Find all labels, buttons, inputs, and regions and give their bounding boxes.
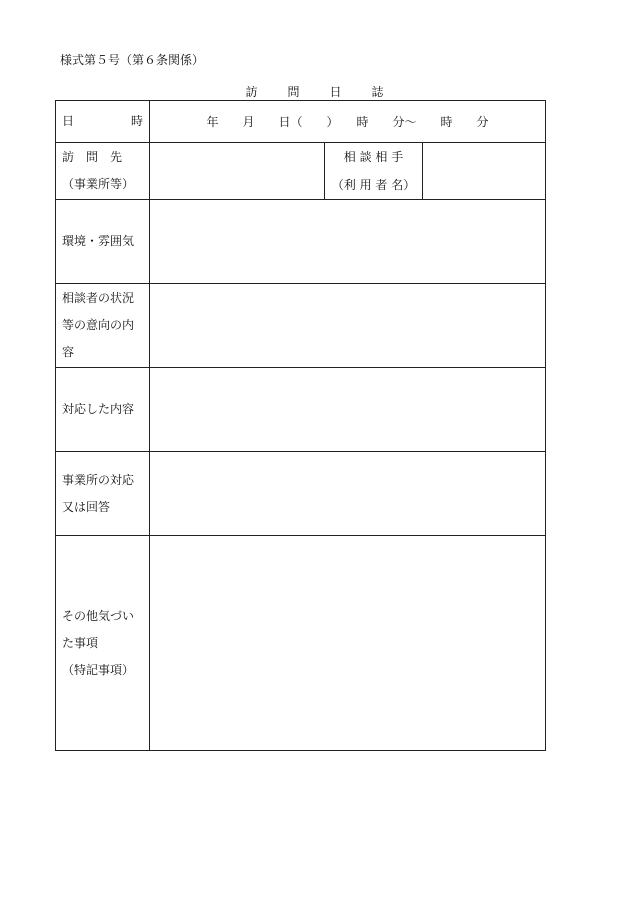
label-other-line3: （特記事項）: [62, 662, 135, 677]
counterpart-field[interactable]: [423, 143, 546, 200]
label-response: [56, 368, 150, 452]
row-datetime: [56, 101, 546, 143]
label-environment-text: 環境・雰囲気: [62, 234, 135, 248]
label-office-reply: [56, 452, 150, 536]
label-visit-destination: [56, 143, 150, 200]
label-other: [56, 536, 150, 751]
datetime-field[interactable]: 年 月 日（ ） 時 分〜 時 分: [150, 101, 546, 143]
label-consultant-line1: 相談者の状況: [62, 291, 135, 305]
label-counterpart: [325, 143, 423, 200]
response-field[interactable]: [150, 368, 546, 452]
label-response-text: 対応した内容: [62, 402, 135, 416]
form-number: 様式第５号（第６条関係）: [60, 53, 205, 67]
label-other-line1: その他気づい: [62, 608, 135, 623]
label-consultant-line2: 等の意向の内: [62, 318, 135, 332]
visit-diary-table: [55, 100, 546, 751]
label-datetime-day: 日: [62, 114, 75, 128]
visit-destination-field[interactable]: [150, 143, 325, 200]
label-visit-destination-line1: 訪 問 先: [62, 150, 123, 164]
label-office-reply-line2: 又は回答: [62, 499, 111, 514]
label-counterpart-line1: 相 談 相 手: [343, 150, 404, 164]
row-environment: [56, 200, 546, 284]
label-office-reply-line1: 事業所の対応: [62, 472, 135, 487]
label-consultant-line3: 容: [62, 345, 75, 359]
label-visit-destination-line2: （事業所等）: [62, 177, 135, 191]
row-office-reply: [56, 452, 546, 536]
label-counterpart-line2: （利 用 者 名）: [331, 178, 416, 192]
label-environment: [56, 200, 150, 284]
row-other: [56, 536, 546, 751]
label-datetime: [56, 101, 150, 143]
row-visit: [56, 143, 546, 200]
other-field[interactable]: [150, 536, 546, 751]
label-other-line2: た事項: [62, 635, 99, 650]
consultant-field[interactable]: [150, 284, 546, 368]
row-response: [56, 368, 546, 452]
label-consultant: [56, 284, 150, 368]
label-datetime-time: 時: [130, 114, 143, 128]
form-title: 訪 問 日 誌: [245, 85, 393, 99]
row-consultant: [56, 284, 546, 368]
environment-field[interactable]: [150, 200, 546, 284]
office-reply-field[interactable]: [150, 452, 546, 536]
